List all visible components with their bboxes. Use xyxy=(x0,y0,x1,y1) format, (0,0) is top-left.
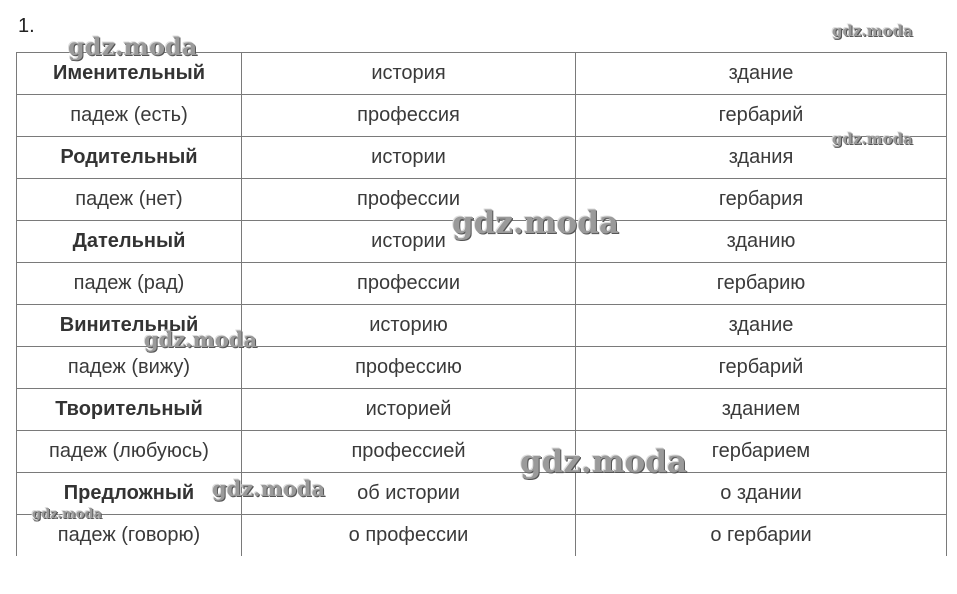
word2-cell: зданию xyxy=(576,221,947,263)
case-question-cell: падеж (вижу) xyxy=(17,347,242,389)
word1-cell: профессии xyxy=(242,179,576,221)
word2-cell: гербарий xyxy=(576,95,947,137)
table-row xyxy=(17,347,947,389)
word2-cell: здания xyxy=(576,137,947,179)
word1-cell: профессия xyxy=(242,95,576,137)
case-name-cell xyxy=(17,221,242,263)
case-question-cell: падеж (есть) xyxy=(17,95,242,137)
case-name-cell xyxy=(17,305,242,347)
watermark: gdz.moda xyxy=(212,476,326,501)
word1-cell: истории xyxy=(242,221,576,263)
word1-cell: историей xyxy=(242,389,576,431)
word1-cell: об истории xyxy=(242,473,576,515)
table-row xyxy=(17,179,947,221)
word2-cell: гербарию xyxy=(576,263,947,305)
case-question-cell: падеж (нет) xyxy=(17,179,242,221)
table-row xyxy=(17,137,947,179)
word2-cell: здание xyxy=(576,53,947,95)
watermark: gdz.moda xyxy=(832,22,913,40)
watermark: gdz.moda xyxy=(68,32,198,61)
case-name-cell xyxy=(17,137,242,179)
case-question-cell: падеж (говорю) xyxy=(17,515,242,557)
case-name: Предложный xyxy=(63,482,195,504)
word1-cell: историю xyxy=(242,305,576,347)
table-row xyxy=(17,389,947,431)
watermark: gdz.moda xyxy=(520,444,687,480)
case-question-cell: падеж (любуюсь) xyxy=(17,431,242,473)
case-name: Винительный xyxy=(59,314,199,336)
case-question-cell: падеж (рад) xyxy=(17,263,242,305)
word1-cell: профессии xyxy=(242,263,576,305)
case-name: Именительный xyxy=(52,62,206,84)
table-row xyxy=(17,431,947,473)
word1-cell: истории xyxy=(242,137,576,179)
watermark: gdz.moda xyxy=(832,130,913,148)
word1-cell: о профессии xyxy=(242,515,576,557)
table-row xyxy=(17,221,947,263)
word1-cell: профессией xyxy=(242,431,576,473)
case-name: Родительный xyxy=(60,146,198,168)
table-row xyxy=(17,473,947,515)
case-name-cell xyxy=(17,53,242,95)
word1-cell: профессию xyxy=(242,347,576,389)
watermark: gdz.moda xyxy=(32,507,103,522)
word2-cell: о гербарии xyxy=(576,515,947,557)
word2-cell: здание xyxy=(576,305,947,347)
word2-cell: гербарием xyxy=(576,431,947,473)
table-row xyxy=(17,305,947,347)
table-row xyxy=(17,263,947,305)
word2-cell: гербарий xyxy=(576,347,947,389)
watermark: gdz.moda xyxy=(144,327,258,352)
word2-cell: зданием xyxy=(576,389,947,431)
case-name-cell xyxy=(17,389,242,431)
declension-table xyxy=(16,52,947,556)
word1-cell: история xyxy=(242,53,576,95)
watermark: gdz.moda xyxy=(452,205,619,241)
word2-cell: гербария xyxy=(576,179,947,221)
exercise-number: 1. xyxy=(18,15,35,37)
word2-cell: о здании xyxy=(576,473,947,515)
table-row xyxy=(17,515,947,557)
table-row xyxy=(17,95,947,137)
case-name: Дательный xyxy=(72,230,186,252)
table-row xyxy=(17,53,947,95)
case-name: Творительный xyxy=(55,398,203,420)
case-name-cell xyxy=(17,473,242,515)
